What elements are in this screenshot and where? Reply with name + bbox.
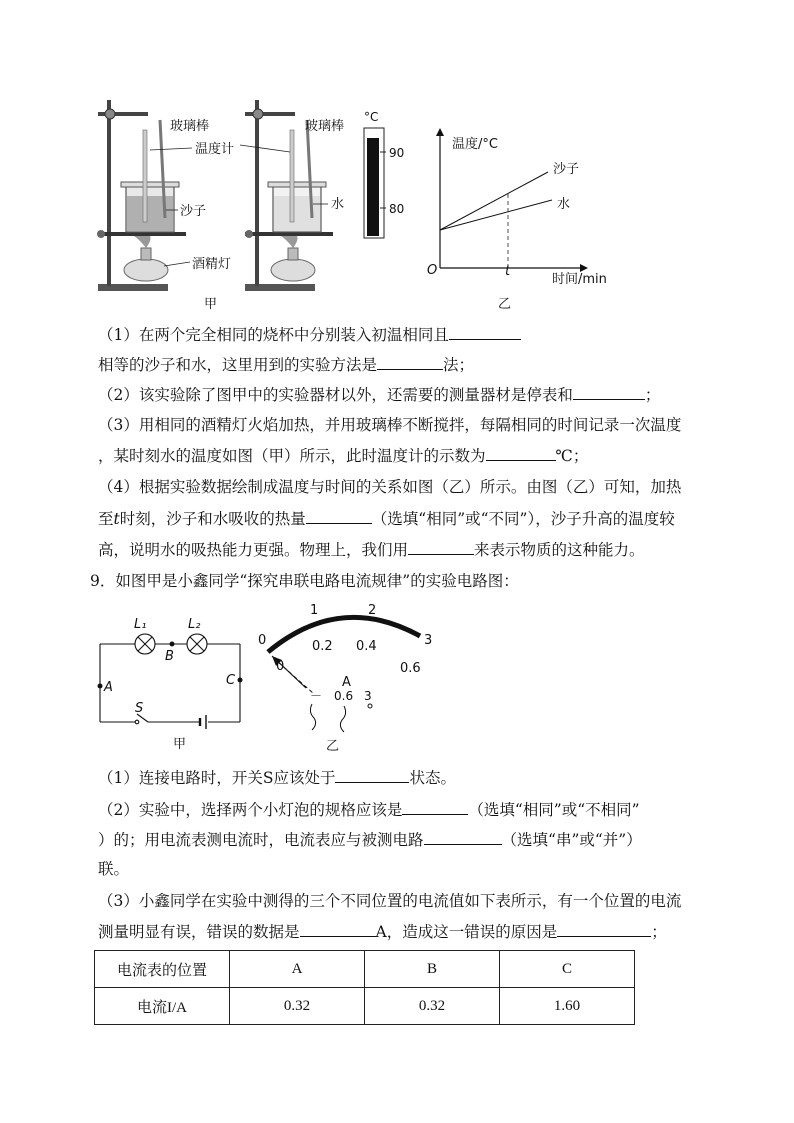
graph-ylabel: 温度/°C [452,137,498,152]
q9-part1: （1）连接电路时，开关S应该处于 状态。 [98,766,456,789]
caption-ammeter-yi: 乙 [326,739,340,754]
label-glass-rod-right: 玻璃棒 [305,119,345,134]
q9-part2-line1: （2）实验中，选择两个小灯泡的规格应该是 （选填“相同”或“不相同” [98,798,640,821]
table-row-header [95,951,635,988]
q8-part1-line2: 相等的沙子和水，这里用到的实验方法是 法； [98,353,474,376]
q9-blank-4[interactable] [300,920,376,937]
q8-part4-line1: （4）根据实验数据绘制成温度与时间的关系如图（乙）所示。由图（乙）可知，加热 [98,478,682,496]
terminal-06: 0.6 [334,689,354,703]
label-C: C [226,673,236,688]
label-L2: L₂ [188,617,201,632]
q9-part3-line1: （3）小鑫同学在实验中测得的三个不同位置的电流值如下表所示，有一个位置的电流 [98,892,682,910]
label-S: S [135,701,144,716]
q9-blank-2[interactable] [402,798,468,815]
q9-blank-3[interactable] [424,828,502,845]
table-row-values [95,988,635,1025]
q8-part4-line2: 至t时刻，沙子和水吸收的热量 （选填“相同”或“不同”），沙子升高的温度较 [98,507,675,530]
q8-part3-line2: ，某时刻水的温度如图（甲）所示，此时温度计的示数为 ℃； [98,444,588,467]
thermo-unit: °C [364,110,379,124]
terminal-3: 3 [364,689,372,703]
q9-title: 9．如图甲是小鑫同学“探究串联电路电流规律”的实验电路图： [90,572,519,590]
q8-part1-line1: （1）在两个完全相同的烧杯中分别装入初温相同且 [98,323,521,346]
graph-series-sand: 沙子 [553,162,580,177]
graph-series-water: 水 [557,197,571,212]
figure-circuit-ammeter [0,596,794,756]
dial-bottom-06: 0.6 [400,661,421,676]
label-glass-rod-left: 玻璃棒 [170,119,210,134]
terminal-minus: － [310,689,323,703]
thermo-90: 90 [389,146,405,160]
q9-part2-line2: ）的；用电流表测电流时，电流表应与被测电路 （选填“串”或“并”） [98,828,642,851]
q8-part3-line1: （3）用相同的酒精灯火焰加热，并用玻璃棒不断搅拌，每隔相同的时间记录一次温度 [98,416,682,434]
table-cell: 0.32 [365,988,500,1025]
graph-origin: O [427,263,438,278]
q8-blank-5[interactable] [306,507,372,524]
q8-blank-4[interactable] [486,444,556,461]
table-cell: 电流表的位置 [95,951,230,988]
label-alcohol-lamp: 酒精灯 [192,257,232,272]
label-water: 水 [331,197,345,212]
q8-blank-6[interactable] [408,538,474,555]
q8-blank-2[interactable] [377,353,443,370]
caption-yi: 乙 [498,297,512,312]
label-thermometer: 温度计 [195,142,235,157]
q8-blank-1[interactable] [449,323,521,340]
table-cell: C [500,951,635,988]
thermometer-scale [364,128,386,238]
q8-blank-3[interactable] [573,383,645,400]
q9-part2-line3: 联。 [98,860,130,878]
q9-blank-5[interactable] [557,920,651,937]
caption-jia: 甲 [204,297,218,312]
dial-zero-top: 0 [258,633,267,648]
thermo-80: 80 [389,202,405,216]
caption-circuit-jia: 甲 [173,737,187,752]
dial-top-1: 1 [310,603,319,618]
graph-xlabel: 时间/min [552,272,607,287]
table-cell: 电流I/A [95,988,230,1025]
label-B: B [165,649,174,664]
dial-zero-bottom: 0 [276,659,285,674]
table-cell: B [365,951,500,988]
q8-part2: （2）该实验除了图甲中的实验器材以外，还需要的测量器材是停表和 ； [98,383,660,406]
table-cell: A [230,951,365,988]
dial-top-3: 3 [424,633,433,648]
current-table [94,950,635,1025]
dial-top-2: 2 [368,603,377,618]
label-A: A [104,680,113,695]
label-sand: 沙子 [180,204,207,219]
q8-part4-line3: 高，说明水的吸热能力更强。物理上，我们用 来表示物质的这种能力。 [98,538,645,561]
ammeter-unit: A [342,675,351,690]
label-L1: L₁ [134,617,147,632]
graph-t-label: t [505,264,511,279]
figure-apparatus [0,90,794,312]
table-cell: 0.32 [230,988,365,1025]
dial-bottom-02: 0.2 [312,639,333,654]
q9-part3-line2: 测量明显有误，错误的数据是 A，造成这一错误的原因是 ； [98,920,667,943]
q9-blank-1[interactable] [335,766,409,783]
dial-bottom-04: 0.4 [356,639,377,654]
table-cell: 1.60 [500,988,635,1025]
